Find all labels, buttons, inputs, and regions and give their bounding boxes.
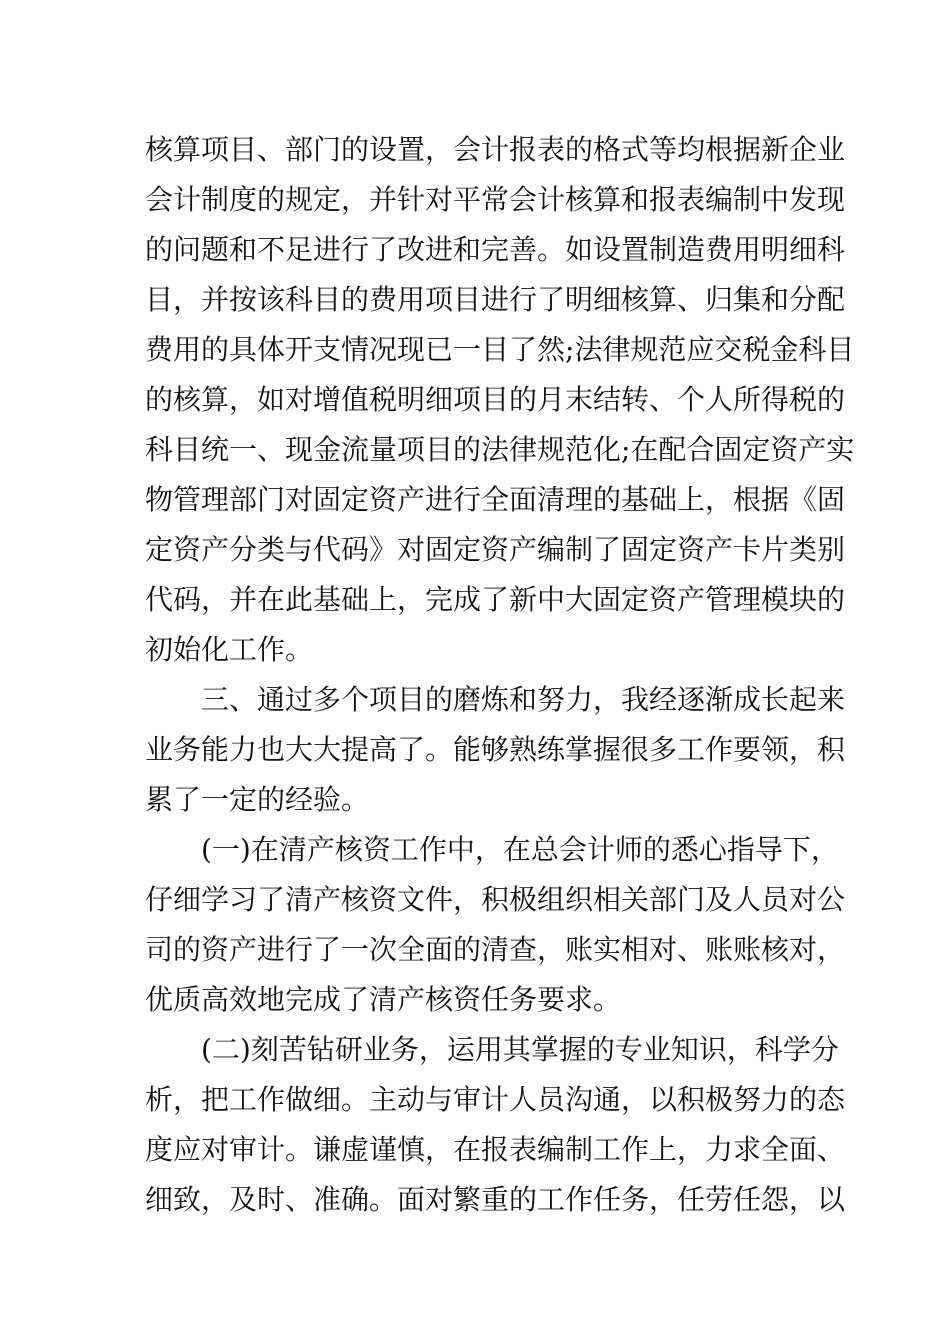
text-line: 司的资产进行了一次全面的清查，账实相对、账账核对， [145, 933, 846, 966]
paragraph-start-line: (一)在清产核资工作中，在总会计师的悉心指导下， [201, 833, 839, 866]
text-line: 的核算，如对增值税明细项目的月末结转、个人所得税的 [145, 383, 846, 416]
text-line: 细致，及时、准确。面对繁重的工作任务，任劳任怨，以 [145, 1183, 846, 1216]
text-line: 核算项目、部门的设置，会计报表的格式等均根据新企业 [145, 133, 846, 166]
paragraph-start-line: 三、通过多个项目的磨炼和努力，我经逐渐成长起来 [201, 683, 846, 716]
text-line: 度应对审计。谦虚谨慎，在报表编制工作上，力求全面、 [145, 1133, 846, 1166]
text-line: 初始化工作。 [145, 633, 314, 666]
text-line: 科目统一、现金流量项目的法律规范化;在配合固定资产实 [145, 433, 855, 466]
text-line: 物管理部门对固定资产进行全面清理的基础上，根据《固 [145, 483, 846, 516]
text-line: 费用的具体开支情况现已一目了然;法律规范应交税金科目 [145, 333, 855, 366]
text-line: 累了一定的经验。 [145, 783, 370, 816]
text-line: 目，并按该科目的费用项目进行了明细核算、归集和分配 [145, 283, 846, 316]
text-line: 代码，并在此基础上，完成了新中大固定资产管理模块的 [145, 583, 846, 616]
text-line: 定资产分类与代码》对固定资产编制了固定资产卡片类别 [145, 533, 846, 566]
text-line: 仔细学习了清产核资文件，积极组织相关部门及人员对公 [145, 883, 846, 916]
text-line: 析，把工作做细。主动与审计人员沟通，以积极努力的态 [145, 1083, 846, 1116]
text-line: 优质高效地完成了清产核资任务要求。 [145, 983, 622, 1016]
text-line: 业务能力也大大提高了。能够熟练掌握很多工作要领，积 [145, 733, 846, 766]
text-line: 会计制度的规定，并针对平常会计核算和报表编制中发现 [145, 183, 846, 216]
paragraph-start-line: (二)刻苦钻研业务，运用其掌握的专业知识，科学分 [201, 1033, 839, 1066]
text-line: 的问题和不足进行了改进和完善。如设置制造费用明细科 [145, 233, 846, 266]
